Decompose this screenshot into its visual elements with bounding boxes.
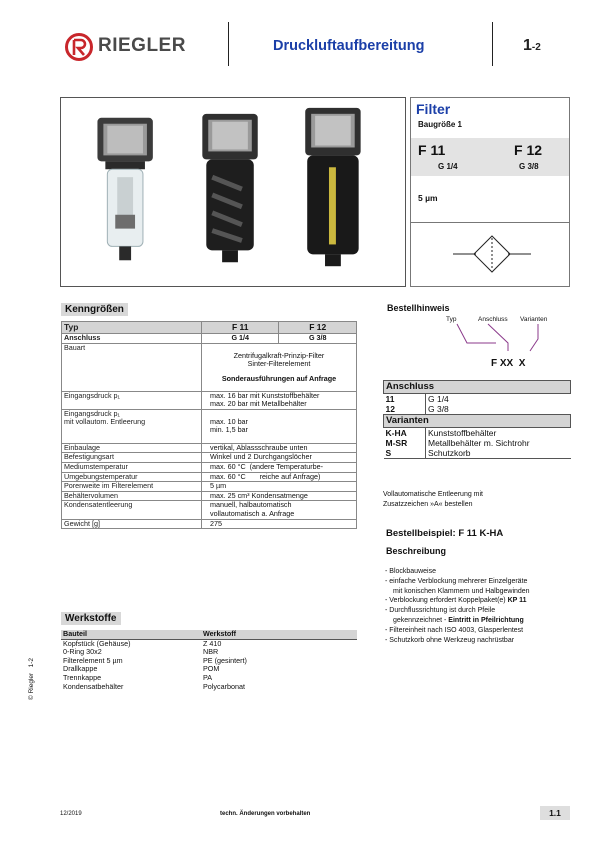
cell: 0-Ring 30x2 <box>63 647 102 657</box>
filter-schutzkorb-image <box>202 114 257 262</box>
cell: M-SR <box>385 438 408 448</box>
row-value <box>202 409 357 443</box>
table-row <box>62 482 357 492</box>
cell: PA <box>203 672 213 682</box>
table-row <box>61 683 357 692</box>
table-row <box>384 438 571 448</box>
variant-code: F 12 <box>514 142 543 158</box>
row-label: Eingangsdruck p₁ <box>62 391 202 409</box>
cell: Filterelement 5 µm <box>63 655 123 665</box>
footer-page-number: 1.1 <box>540 806 570 820</box>
order-info-title: Bestellhinweis <box>387 303 450 313</box>
description-title: Beschreibung <box>386 546 447 556</box>
value-line: Sinter-Filterelement <box>247 359 311 369</box>
list-item: mit konischen Klammern und Halbgewinden <box>393 587 530 595</box>
table-header-row <box>384 381 571 394</box>
table-row <box>62 501 357 519</box>
variant-thread: G 3/8 <box>519 162 539 171</box>
size-label: Baugröße 1 <box>418 120 463 129</box>
table-row <box>62 519 357 529</box>
header-cell: F 12 <box>279 322 357 334</box>
variant-code: F 11 <box>418 142 446 158</box>
description-list <box>385 567 580 645</box>
order-code: F XX X <box>491 358 526 369</box>
row-value: max. 60 °C (andere Temperaturbe- <box>202 462 357 472</box>
filter-metal-image <box>305 108 360 266</box>
code-label-anschluss: Anschluss <box>478 316 508 323</box>
cell: Kondensatbehälter <box>63 681 124 691</box>
header-cell: Bauteil <box>61 630 201 639</box>
werkstoffe-table <box>61 630 357 691</box>
table-header-row <box>61 630 357 639</box>
label-line: mit vollautom. Entleerung <box>64 417 146 427</box>
list-item: - Blockbauweise <box>385 568 436 575</box>
page-title: Druckluftaufbereitung <box>273 38 425 54</box>
value-line: max. 16 bar mit Kunststoffbehälter <box>210 390 320 400</box>
row-label: Gewicht [g] <box>62 519 202 529</box>
row-value: G 3/8 <box>279 334 357 344</box>
cell: K-HA <box>385 428 407 438</box>
header-cell: Typ <box>62 322 202 334</box>
row-value: max. 60 °C reiche auf Anfrage) <box>202 472 357 482</box>
row-label: Befestigungsart <box>62 453 202 463</box>
table-row <box>384 394 571 405</box>
table-header-row <box>62 322 357 334</box>
row-value: 5 µm <box>202 482 357 492</box>
cell: 12 <box>385 404 395 414</box>
cell: Drallkappe <box>63 664 98 674</box>
table-row <box>62 462 357 472</box>
row-value <box>202 343 357 391</box>
divider <box>411 222 569 223</box>
item-emphasis: KP 11 <box>507 597 527 605</box>
code-label-typ: Typ <box>446 316 457 323</box>
info-title: Filter <box>416 101 451 117</box>
filter-info-box <box>410 97 570 287</box>
product-photo <box>60 97 406 287</box>
cell: Kopfstück (Gehäuse) <box>63 638 131 648</box>
label-line: Eingangsdruck p₁ <box>64 408 120 418</box>
value-line: max. 20 bar mit Metallbehälter <box>210 399 307 409</box>
row-label: Mediumstemperatur <box>62 462 202 472</box>
brand-name: RIEGLER <box>98 35 186 56</box>
item-text: gekennzeichnet - <box>393 616 447 624</box>
side-copyright: © Riegler 1-2 <box>28 658 35 700</box>
list-item: - einfache Verblockung mehrerer Einzelgeräte <box>385 577 528 585</box>
code-label-varianten: Varianten <box>520 316 548 323</box>
cell: Trennkappe <box>63 672 102 682</box>
list-item <box>385 596 580 606</box>
filtration-value: 5 µm <box>418 193 438 203</box>
value-line: min. 1,5 bar <box>210 425 248 435</box>
row-label: Porenweite im Filterelement <box>62 482 202 492</box>
value-line: Zentrifugalkraft-Prinzip-Filter <box>233 350 325 360</box>
page-number: 1-2 <box>523 37 541 54</box>
table-row <box>62 343 357 391</box>
table-header-row <box>384 415 571 428</box>
row-label: Behältervolumen <box>62 491 202 501</box>
section-heading-kenngroessen: Kenngrößen <box>61 303 128 316</box>
table-row <box>384 404 571 415</box>
section-heading-werkstoffe: Werkstoffe <box>61 612 121 625</box>
row-label: Einbaulage <box>62 443 202 453</box>
value-line: vollautomatisch a. Anfrage <box>210 508 295 518</box>
table-row <box>384 448 571 459</box>
list-item: - Durchflussrichtung ist durch Pfeile <box>385 607 496 615</box>
value-line: manuell, halbautomatisch <box>210 500 292 510</box>
auto-drain-note <box>383 490 483 510</box>
item-text: - Verblockung erfordert Koppelpaket(e) <box>385 597 506 605</box>
row-value: 275 <box>202 519 357 529</box>
table-row <box>62 334 357 344</box>
cell: G 1/4 <box>426 394 571 405</box>
cell: Schutzkorb <box>426 448 571 459</box>
footer-note: techn. Änderungen vorbehalten <box>220 811 311 817</box>
code-connector-lines <box>455 323 565 358</box>
header-cell: F 11 <box>202 322 279 334</box>
cell: Z 410 <box>203 638 222 648</box>
cell: G 3/8 <box>426 404 571 415</box>
footer-date: 12/2019 <box>60 811 82 817</box>
row-label: Anschluss <box>62 334 202 344</box>
note-line: Zusatzzeichen »A« bestellen <box>383 501 473 508</box>
list-item: - Schutzkorb ohne Werkzeug nachrüstbar <box>385 636 515 644</box>
table-row <box>62 391 357 409</box>
header-cell: Anschluss <box>384 381 571 394</box>
row-value: max. 25 cm³ Kondensatmenge <box>202 491 357 501</box>
row-label: Umgebungstemperatur <box>62 472 202 482</box>
order-options-table <box>383 380 571 459</box>
row-label <box>62 409 202 443</box>
value-line: max. 10 bar <box>210 416 248 426</box>
table-row <box>62 409 357 443</box>
list-item <box>385 616 580 626</box>
variant-thread: G 1/4 <box>438 162 458 171</box>
cell: 11 <box>385 394 395 404</box>
cell: PE (gesintert) <box>203 655 247 665</box>
list-item: - Filtereinheit nach ISO 4003, Glasperlentest <box>385 626 524 634</box>
row-value <box>202 391 357 409</box>
cell: Polycarbonat <box>203 681 245 691</box>
filter-transparent-image <box>97 118 152 260</box>
row-value: G 1/4 <box>202 334 279 344</box>
row-value: Winkel und 2 Durchgangslöcher <box>202 453 357 463</box>
cell: NBR <box>203 647 219 657</box>
table-row <box>384 428 571 439</box>
row-label: Bauart <box>62 343 202 391</box>
cell: S <box>384 448 426 459</box>
note-line: Vollautomatische Entleerung mit <box>383 491 483 498</box>
riegler-logo-icon <box>64 32 94 62</box>
header-cell: Varianten <box>384 415 571 428</box>
order-example: Bestellbeispiel: F 11 K-HA <box>386 528 504 539</box>
row-label: Kondensatentleerung <box>62 501 202 519</box>
item-emphasis: Eintritt in Pfeilrichtung <box>448 616 524 624</box>
cell: Metallbehälter m. Sichtrohr <box>426 438 571 448</box>
kenngroessen-table <box>61 321 357 529</box>
header-cell: Werkstoff <box>201 630 357 639</box>
cell: POM <box>203 664 220 674</box>
value-line: Sonderausführungen auf Anfrage <box>221 373 337 383</box>
cell: Kunststoffbehälter <box>426 428 571 439</box>
header-divider <box>492 22 493 66</box>
header-divider <box>228 22 229 66</box>
row-value: vertikal, Ablassschraube unten <box>202 443 357 453</box>
filter-symbol-icon <box>449 230 535 278</box>
row-value <box>202 501 357 519</box>
